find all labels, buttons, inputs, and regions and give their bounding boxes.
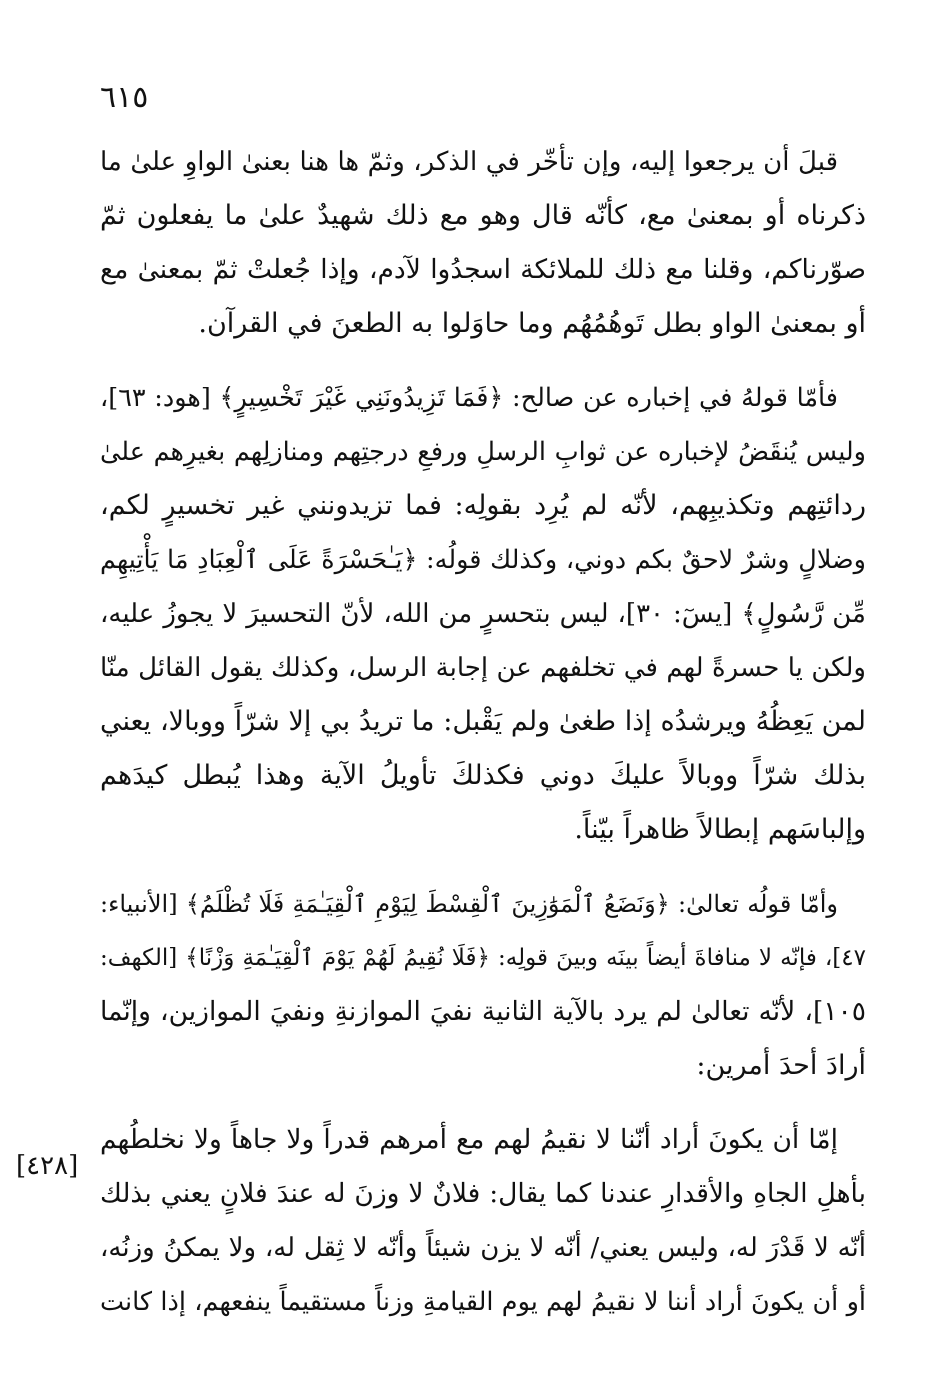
text-line: ٤٧]، فإنّه لا منافاةَ أيضاً بينَه وبينَ قولِه: ﴿فَلَا نُقِيمُ لَهُمْ يَوْمَ ٱلْقِيَـٰمَةِ وَزْنًا﴾ [الكهف: [100, 945, 866, 971]
text-line: وإلباسَهم إبطالاً ظاهراً بيّناً. [574, 814, 866, 845]
text-line: أو بمعنىٰ الواو بطل تَوهُمُهُم وما حاوَلوا به الطعنَ في القرآن. [198, 308, 866, 339]
text-line: ذكرناه أو بمعنىٰ مع، كأنّه قال وهو مع ذلك شهيدٌ علىٰ ما يفعلون ثمّ [100, 200, 866, 231]
text-line: فأمّا قولهُ في إخباره عن صالح: ﴿فَمَا تَزِيدُونَنِي غَيْرَ تَخْسِيرٍ﴾ [هود: ٦٣]، [100, 383, 838, 413]
text-line: إمّا أن يكونَ أراد أنّنا لا نقيمُ لهم مع أمرهم قدراً ولا جاهاً ولا نخلطُهم [100, 1124, 838, 1155]
text-line: بأهلِ الجاهِ والأقدارِ عندنا كما يقال: فلانٌ لا وزنَ له عندَ فلانٍ يعني بذلك [100, 1178, 866, 1209]
text-line: قبلَ أن يرجعوا إليه، وإن تأخّر في الذكر، وثمّ ها هنا بعنىٰ الواوِ علىٰ ما [100, 147, 838, 177]
text-line: بذلك شرّاً ووبالاً عليكَ دوني فكذلكَ تأويلُ الآية وهذا يُبطل كيدَهم [100, 760, 866, 791]
text-line: وليس يُنقَضُ لإخباره عن ثوابِ الرسلِ ورفعِ درجتِهم ومنازلِهم بغيرِهم علىٰ [100, 437, 866, 467]
text-line: ردائتِهم وتكذيبِهم، لأنّه لم يُرِد بقولِه: فما تزيدونني غير تخسيرٍ لكم، [100, 490, 866, 521]
page-number: ٦١٥ [100, 80, 149, 115]
text-line: أنّه لا قَدْرَ له، وليس يعني/ أنّه لا يزن شيئاً وأنّه لا ثِقل له، ولا يمكنُ وزنُه، [100, 1233, 866, 1263]
paragraph-4 [100, 1113, 866, 1329]
paragraph-3 [100, 877, 866, 1093]
text-line: صوّرناكم، وقلنا مع ذلك للملائكة اسجدُوا لآدم، وإذا جُعلتْ ثمّ بمعنىٰ مع [100, 254, 866, 285]
text-line: وأمّا قولُه تعالىٰ: ﴿وَنَضَعُ ٱلْمَوَٰزِينَ ٱلْقِسْطَ لِيَوْمِ ٱلْقِيَـٰمَةِ فَلَا تُظْلَمُ﴾ [الأنبياء: [100, 890, 838, 918]
text-line: ولكن يا حسرةً لهم في تخلفهم عن إجابة الرسل، وكذلك يقول القائل منّا [100, 653, 866, 683]
text-line: وضلالٍ وشرٌ لاحقٌ بكم دوني، وكذلك قولُه: ﴿يَـٰحَسْرَةً عَلَى ٱلْعِبَادِ مَا يَأْتِيهِم [100, 545, 866, 575]
text-line: أرادَ أحدَ أمرين: [696, 1050, 866, 1081]
body-text [100, 135, 866, 1329]
text-line: مِّن رَّسُولٍ﴾ [يسٓ: ٣٠]، ليس بتحسرٍ من الله، لأنّ التحسيرَ لا يجوزُ عليه، [100, 599, 866, 629]
text-line: لمن يَعِظُهُ ويرشدُه إذا طغىٰ ولم يَقْبل: ما تريدُ بي إلا شرّاً ووبالا، يعني [100, 706, 866, 737]
margin-page-reference: [٤٢٨] [16, 1151, 79, 1181]
text-line: ١٠٥]، لأنّه تعالىٰ لم يرد بالآية الثانية نفيَ الموازنةِ ونفيَ الموازين، وإنّما [100, 996, 866, 1027]
paragraph-2 [100, 371, 866, 857]
paragraph-1 [100, 135, 866, 351]
text-line: أو أن يكونَ أراد أننا لا نقيمُ لهم يوم القيامةِ وزناً مستقيماً ينفعهم، إذا كانت [100, 1287, 866, 1317]
